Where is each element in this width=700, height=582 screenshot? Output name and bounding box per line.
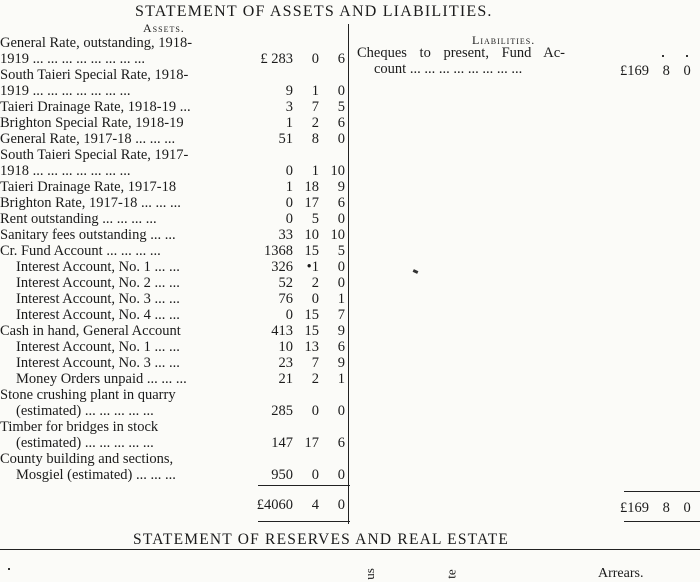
asset-shillings: 7	[311, 355, 319, 371]
asset-label: Timber for bridges in stock	[0, 419, 159, 435]
asset-shillings: 0	[311, 403, 319, 419]
asset-pence: 5	[337, 99, 345, 115]
print-speck	[413, 269, 419, 274]
column-divider	[348, 24, 349, 524]
asset-row	[0, 275, 350, 291]
asset-pence: 1	[337, 291, 345, 307]
asset-row	[0, 387, 350, 403]
asset-pence: 5	[337, 243, 345, 259]
asset-pounds: 1	[285, 179, 293, 195]
asset-row	[0, 419, 350, 435]
asset-label: Stone crushing plant in quarry	[0, 387, 176, 403]
asset-pence: 9	[337, 179, 345, 195]
section-divider	[0, 549, 700, 550]
asset-pounds: 33	[278, 227, 293, 243]
asset-pence: 0	[337, 275, 345, 291]
asset-row	[0, 35, 350, 51]
asset-pence: 6	[337, 51, 345, 67]
asset-pounds: 52	[278, 275, 293, 291]
liabilities-total-pence: 0	[683, 500, 691, 516]
asset-shillings: 2	[311, 275, 319, 291]
asset-label-continuation: (estimated) ... ... ... ... ...	[16, 403, 154, 419]
asset-shillings: 2	[311, 371, 319, 387]
asset-shillings: 2	[311, 115, 319, 131]
asset-shillings: 0	[311, 291, 319, 307]
asset-pounds: 0	[285, 195, 293, 211]
asset-label: Brighton Rate, 1917-18 ... ... ...	[0, 195, 181, 211]
asset-pence: 6	[337, 339, 345, 355]
asset-pence: 0	[337, 403, 345, 419]
asset-shillings: 18	[304, 179, 319, 195]
asset-shillings: •1	[306, 259, 319, 275]
asset-label: Cr. Fund Account ... ... ... ...	[0, 243, 161, 259]
asset-label: Taieri Drainage Rate, 1918-19 ...	[0, 99, 191, 115]
asset-pence: 10	[330, 163, 345, 179]
liabilities-line-2: count ... ... ... ... ... ... ... ...	[374, 61, 523, 77]
asset-row	[0, 211, 350, 227]
statement-title: STATEMENT OF ASSETS AND LIABILITIES.	[135, 3, 493, 20]
asset-row-continuation	[0, 467, 350, 483]
asset-pence: 0	[337, 259, 345, 275]
asset-pounds: 285	[271, 403, 293, 419]
asset-shillings: 10	[304, 227, 319, 243]
asset-row	[0, 131, 350, 147]
asset-pence: 0	[337, 131, 345, 147]
asset-label-continuation: 1919 ... ... ... ... ... ... ... ...	[0, 51, 145, 67]
asset-shillings: 1	[311, 83, 319, 99]
asset-label-continuation: 1918 ... ... ... ... ... ... ...	[0, 163, 131, 179]
asset-pounds: 9	[285, 83, 293, 99]
asset-pounds: 1368	[264, 243, 293, 259]
asset-label: Interest Account, No. 1 ... ...	[16, 259, 180, 275]
liabilities-subtotal-rule	[624, 491, 700, 492]
asset-pounds: 0	[285, 163, 293, 179]
asset-pence: 6	[337, 115, 345, 131]
asset-row-continuation	[0, 83, 350, 99]
liabilities-amount-pounds: £169	[620, 63, 649, 79]
asset-label: South Taieri Special Rate, 1917-	[0, 147, 189, 163]
asset-label: Sanitary fees outstanding ... ...	[0, 227, 176, 243]
asset-pence: 9	[337, 355, 345, 371]
asset-label: General Rate, 1917-18 ... ... ...	[0, 131, 176, 147]
asset-label: Rent outstanding ... ... ... ...	[0, 211, 157, 227]
asset-shillings: 15	[304, 243, 319, 259]
asset-row	[0, 243, 350, 259]
liabilities-amount	[620, 63, 691, 80]
asset-pence: 9	[337, 323, 345, 339]
liabilities-total-shillings: 8	[662, 500, 670, 516]
asset-pounds: 147	[271, 435, 293, 451]
asset-row	[0, 195, 350, 211]
liabilities-total-pounds: £169	[620, 500, 649, 516]
print-speck	[686, 55, 688, 57]
asset-pence: 0	[337, 467, 345, 483]
asset-shillings: 1	[311, 163, 319, 179]
asset-label-continuation: (estimated) ... ... ... ... ...	[16, 435, 154, 451]
asset-pounds: 51	[278, 131, 293, 147]
asset-shillings: 8	[311, 131, 319, 147]
asset-pence: 6	[337, 195, 345, 211]
asset-pence: 7	[337, 307, 345, 323]
asset-pounds: 0	[285, 307, 293, 323]
asset-shillings: 5	[311, 211, 319, 227]
assets-heading: Assets.	[143, 21, 185, 35]
asset-row	[0, 147, 350, 163]
liabilities-amount-shillings: 8	[662, 63, 670, 79]
asset-shillings: 15	[304, 307, 319, 323]
asset-row-continuation	[0, 51, 350, 67]
asset-shillings: 17	[304, 195, 319, 211]
asset-pence: 0	[337, 211, 345, 227]
asset-row	[0, 451, 350, 467]
asset-row	[0, 339, 350, 355]
asset-label: Cash in hand, General Account	[0, 323, 181, 339]
asset-label: South Taieri Special Rate, 1918-	[0, 67, 189, 83]
asset-shillings: 17	[304, 435, 319, 451]
asset-shillings: 0	[311, 51, 319, 67]
assets-total-shillings: 4	[311, 497, 319, 513]
asset-row	[0, 323, 350, 339]
assets-total-pounds: £4060	[256, 497, 293, 513]
asset-label: Brighton Special Rate, 1918-19	[0, 115, 184, 131]
asset-pence: 0	[337, 83, 345, 99]
asset-label: General Rate, outstanding, 1918-	[0, 35, 193, 51]
liabilities-total-rule	[624, 521, 700, 522]
asset-row	[0, 355, 350, 371]
asset-row	[0, 227, 350, 243]
asset-pounds: 326	[271, 259, 293, 275]
liabilities-total	[620, 500, 691, 517]
asset-row	[0, 291, 350, 307]
asset-pounds: 950	[271, 467, 293, 483]
asset-pounds: 10	[278, 339, 293, 355]
asset-shillings: 15	[304, 323, 319, 339]
column-header-fragment-b: te	[443, 569, 459, 579]
asset-shillings: 7	[311, 99, 319, 115]
asset-label: Taieri Drainage Rate, 1917-18	[0, 179, 177, 195]
asset-pounds: 21	[278, 371, 293, 387]
print-speck	[662, 55, 664, 57]
asset-pence: 6	[337, 435, 345, 451]
asset-label: Interest Account, No. 1 ... ...	[16, 339, 180, 355]
asset-label: County building and sections,	[0, 451, 174, 467]
asset-row	[0, 259, 350, 275]
liabilities-amount-pence: 0	[683, 63, 691, 79]
asset-label-continuation: 1919 ... ... ... ... ... ... ...	[0, 83, 131, 99]
asset-row-continuation	[0, 403, 350, 419]
asset-label: Interest Account, No. 4 ... ...	[16, 307, 180, 323]
asset-row	[0, 115, 350, 131]
asset-pence: 10	[330, 227, 345, 243]
asset-pounds: 0	[285, 211, 293, 227]
asset-row	[0, 371, 350, 387]
asset-pounds: 76	[278, 291, 293, 307]
asset-row-continuation	[0, 163, 350, 179]
asset-shillings: 0	[311, 467, 319, 483]
asset-pounds: £ 283	[260, 51, 293, 67]
assets-subtotal-rule	[258, 485, 350, 486]
asset-row	[0, 179, 350, 195]
asset-pounds: 23	[278, 355, 293, 371]
assets-total-rule	[258, 521, 350, 522]
asset-label: Interest Account, No. 3 ... ...	[16, 355, 180, 371]
asset-label: Interest Account, No. 2 ... ...	[16, 275, 180, 291]
second-statement-title: STATEMENT OF RESERVES AND REAL ESTATE	[133, 531, 510, 548]
assets-total-row	[0, 497, 350, 513]
asset-pounds: 3	[285, 99, 293, 115]
asset-label-continuation: Mosgiel (estimated) ... ... ...	[16, 467, 176, 483]
assets-total-pence: 0	[337, 497, 345, 513]
arrears-header: Arrears.	[598, 566, 644, 581]
asset-shillings: 13	[304, 339, 319, 355]
asset-row	[0, 99, 350, 115]
asset-row-continuation	[0, 435, 350, 451]
asset-label: Money Orders unpaid ... ... ...	[16, 371, 187, 387]
asset-pence: 1	[337, 371, 345, 387]
asset-pounds: 413	[271, 323, 293, 339]
column-header-fragment-a: us	[361, 568, 377, 580]
liabilities-line-1: Cheques to present, Fund Ac-	[357, 45, 565, 61]
asset-row	[0, 307, 350, 323]
print-speck	[8, 568, 10, 570]
asset-label: Interest Account, No. 3 ... ...	[16, 291, 180, 307]
asset-row	[0, 67, 350, 83]
liabilities-heading: Liabilities.	[472, 33, 536, 47]
asset-pounds: 1	[285, 115, 293, 131]
